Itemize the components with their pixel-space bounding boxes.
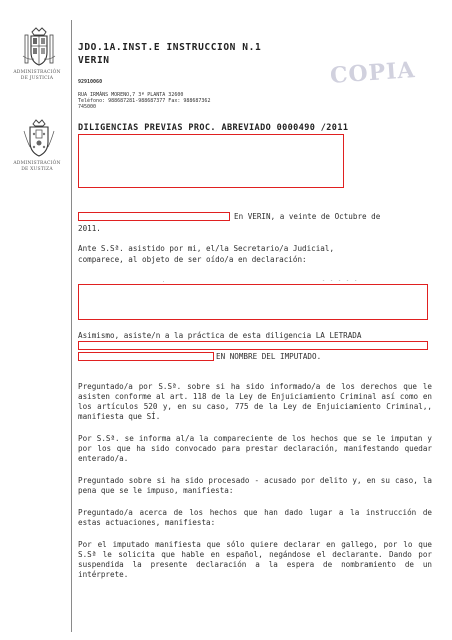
court-name: JDO.1A.INST.E INSTRUCCION N.1 xyxy=(78,42,262,53)
redacted-lawyer-id xyxy=(78,352,214,361)
paragraph-galician: Por el imputado manifiesta que sólo quiere declarar en gallego, por lo que S.Sª le solicita que hable en español, negándose el declarante. Dando por suspendida la presente declaración a la espera de nombramiento de un intérprete. xyxy=(78,540,432,579)
faint-mark-2: - - - - - xyxy=(322,278,359,284)
lawyer-line-2: EN NOMBRE DEL IMPUTADO. xyxy=(216,352,322,361)
place-date-year: 2011. xyxy=(78,224,101,233)
paragraph-facts: Por S.Sª. se informa al/a la compareciente de los hechos que se le imputan y por los que ha sido convocado para prestar declaración, manifestando quedar enterado/a. xyxy=(78,434,432,463)
proceeding-title: DILIGENCIAS PREVIAS PROC. ABREVIADO 0000490 /2011 xyxy=(78,123,349,133)
court-postal: 745000 xyxy=(78,104,97,110)
paragraph-rights: Preguntado/a por S.Sª. sobre si ha sido informado/a de los derechos que le asisten conforme al art. 118 de la Ley de Enjuiciamiento Criminal así como en los artículos 520 y, en su caso, 775 de la Ley de Enjuiciamiento Criminal,, manifiesta que SÍ. xyxy=(78,382,432,421)
court-phone-fax: Teléfono: 988687281-988687377 Fax: 988687362 xyxy=(78,98,211,104)
place-date-line: En VERIN, a veinte de Octubre de xyxy=(234,212,381,221)
court-code: 92910060 xyxy=(78,79,103,85)
paragraph-question: Preguntado/a acerca de los hechos que han dado lugar a la instrucción de estas actuaciones, manifiesta: xyxy=(78,508,432,527)
court-address: RUA IRMÁNS MORENO,7 3ª PLANTA 32600 xyxy=(78,92,184,98)
faint-mark-1: . xyxy=(162,278,167,284)
appearance-line-2: comparece, al objeto de ser oído/a en declaración: xyxy=(78,255,307,264)
coat-of-arms-icon xyxy=(22,26,56,68)
crest-caption-justicia: ADMINISTRACIÓN DE JUSTICIA xyxy=(13,70,61,81)
redacted-parties-block xyxy=(78,134,344,188)
crest-caption-xustiza: ADMINISTRACIÓN DE XUSTIZA xyxy=(13,161,61,172)
appearance-line-1: Ante S.Sª. asistido por mi, el/la Secretario/a Judicial, xyxy=(78,244,335,253)
lawyer-line-1: Asimismo, asiste/n a la práctica de esta diligencia LA LETRADA xyxy=(78,331,362,340)
redacted-field xyxy=(78,212,230,221)
paragraph-record: Preguntado sobre si ha sido procesado - acusado por delito y, en su caso, la pena que se le impuso, manifiesta: xyxy=(78,476,432,495)
margin-rule xyxy=(71,20,72,632)
copy-stamp: COPIA xyxy=(329,57,417,89)
redacted-declarant-block xyxy=(78,284,428,320)
galician-crest-icon xyxy=(22,117,56,159)
redacted-lawyer-name xyxy=(78,341,428,350)
court-city: VERIN xyxy=(78,55,110,66)
